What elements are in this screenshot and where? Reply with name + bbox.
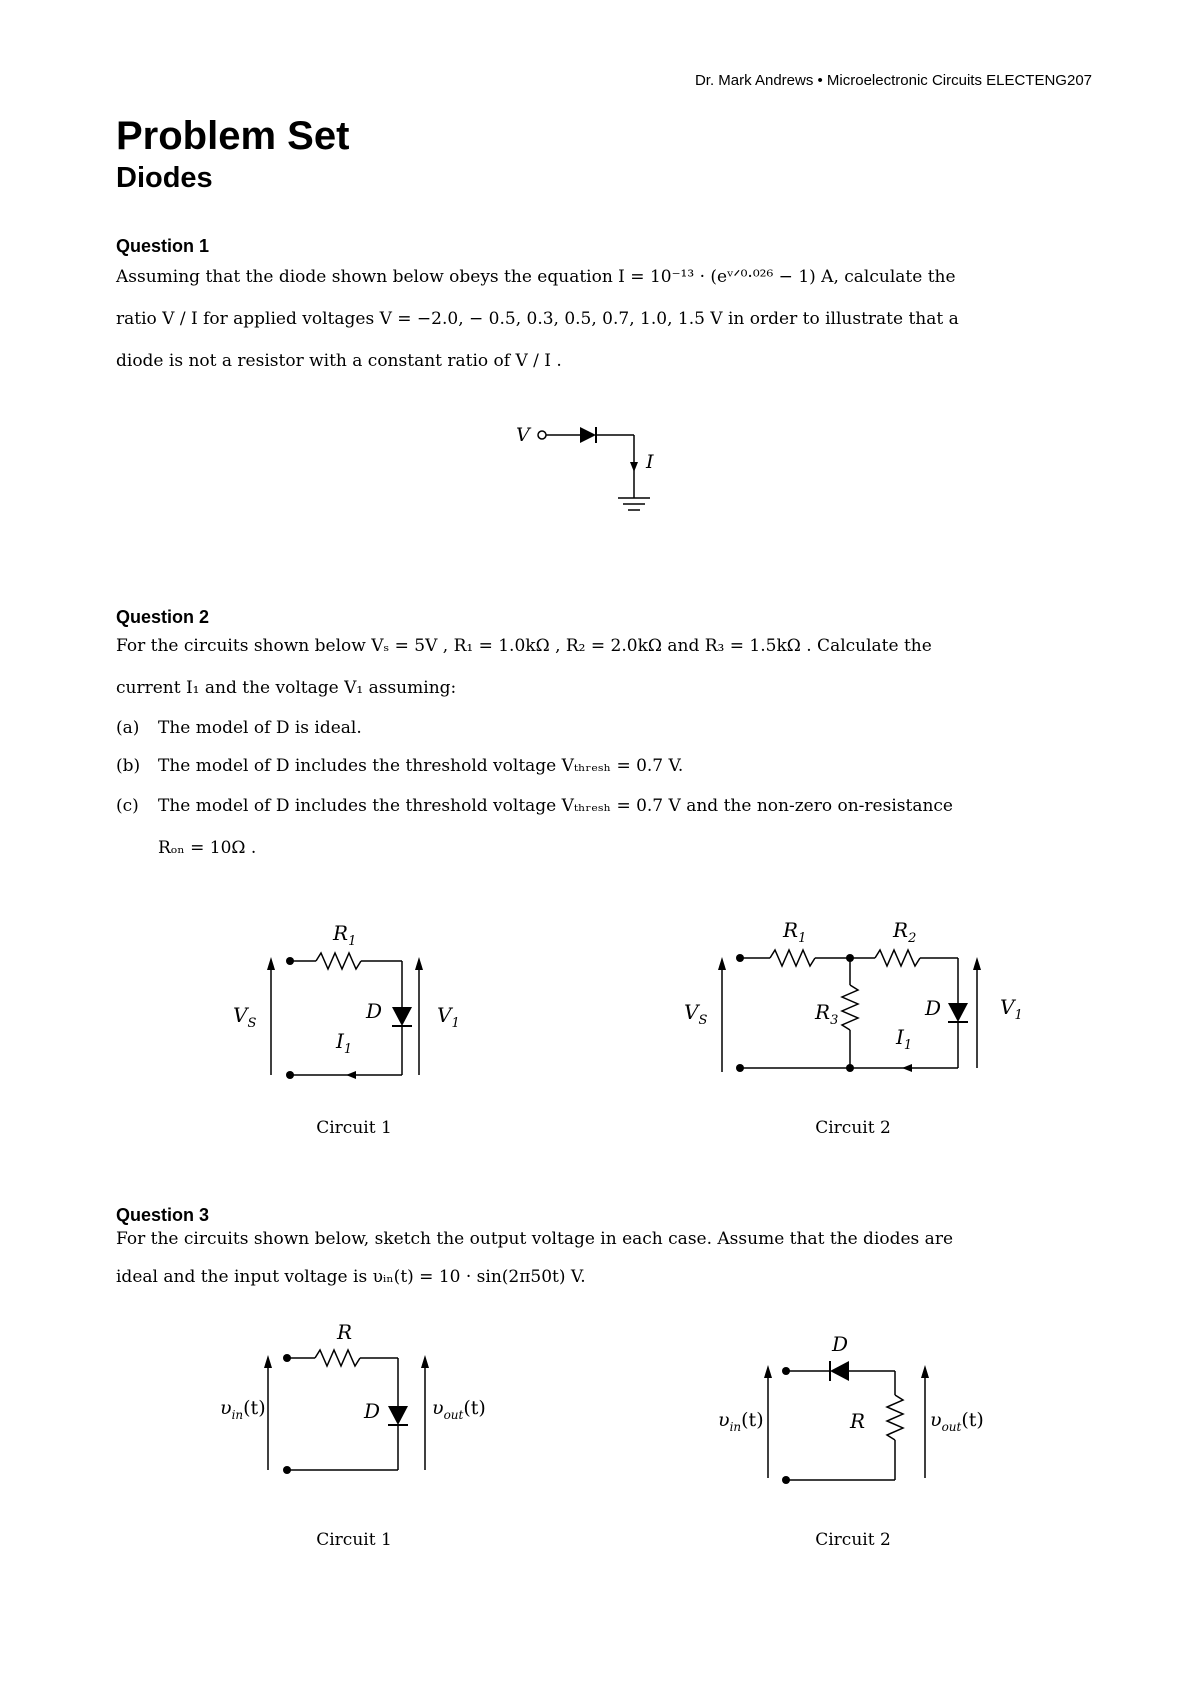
- q3-c1-d-label: D: [364, 1399, 381, 1423]
- q2-line1: For the circuits shown below Vₛ = 5V , R₁ = 1.0kΩ , R₂ = 2.0kΩ and R₃ = 1.5kΩ . Calculate the: [116, 636, 932, 656]
- q2-circuit1-caption: Circuit 1: [316, 1118, 392, 1138]
- page-header: Dr. Mark Andrews • Microelectronic Circuits ELECTENG207: [694, 72, 1092, 89]
- q2-c1-d-label: D: [366, 999, 383, 1023]
- q3-c2-d-label: D: [832, 1332, 849, 1356]
- q3-c2-resistor-icon: [887, 1395, 903, 1440]
- q2-item-c-continued: Rₒₙ = 10Ω .: [158, 838, 257, 858]
- q3-c1-vin-label: υ: [220, 1397, 232, 1419]
- q2-c2-vs-label: V: [684, 1000, 699, 1024]
- q1-line1: Assuming that the diode shown below obeys the equation I = 10⁻¹³ · (eᵛᐟ⁰·⁰²⁶ − 1) A, calculate the: [116, 267, 956, 287]
- q2-c1-vs-label: V: [233, 1003, 248, 1027]
- q2-heading: Question 2: [116, 607, 210, 627]
- svg-text:R3: $R_3$: [815, 1000, 839, 1028]
- q3-circuit2-caption: Circuit 2: [815, 1530, 891, 1550]
- page-subtitle: Diodes: [116, 162, 213, 194]
- q2-c2-r3-label: R: [815, 1000, 831, 1024]
- q3-c2-vin-arrow-icon: [764, 1365, 772, 1378]
- svg-text:υout(t): $\upsilon_{out}(t)$: [432, 1397, 486, 1422]
- q2-item-text: The model of D includes the threshold voltage Vₜₕᵣₑₛₕ = 0.7 V and the non-zero on-resistance: [158, 796, 953, 816]
- q3-circuit1-caption: Circuit 1: [316, 1530, 392, 1550]
- q3-c2-vin-label: υ: [718, 1409, 730, 1431]
- q3-line2: ideal and the input voltage is υᵢₙ(t) = 10 · sin(2π50t) V.: [116, 1267, 586, 1287]
- q2-item-text: The model of D is ideal.: [158, 718, 362, 738]
- q1-line2: ratio V / I for applied voltages V = −2.0, − 0.5, 0.3, 0.5, 0.7, 1.0, 1.5 V in order to illustrate that a: [116, 309, 959, 329]
- svg-text:V1: $V_1$: [1000, 995, 1023, 1023]
- q2-c1-i1-label: I: [336, 1029, 344, 1053]
- q3-c2-vout-arrow-icon: [921, 1365, 929, 1378]
- q3-c2-diode-icon: [830, 1361, 849, 1381]
- q2-item-label: (c): [116, 796, 139, 816]
- svg-text:VS: $V_S$: [684, 1000, 708, 1028]
- q3-c1-r-label: R: [337, 1320, 353, 1344]
- q3-heading: Question 3: [116, 1205, 210, 1225]
- q3-c1-vout-label: υ: [432, 1397, 444, 1419]
- svg-text:I1: $I_1$: [896, 1025, 913, 1053]
- svg-text:R1: $R_1$: [783, 918, 807, 946]
- page-title: Problem Set: [116, 114, 350, 158]
- svg-text:I1: $I_1$: [336, 1029, 353, 1057]
- q2-c1-r1-label: R: [333, 921, 349, 945]
- q2-c2-i1-label: I: [896, 1025, 904, 1049]
- q2-c1-v1-label: V: [437, 1003, 452, 1027]
- svg-text:R2: $R_2$: [893, 918, 917, 946]
- q2-line2: current I₁ and the voltage V₁ assuming:: [116, 678, 457, 698]
- svg-text:υout(t): $\upsilon_{out}(t)$: [930, 1409, 984, 1434]
- svg-text:υin(t): $\upsilon_{in}(t)$: [718, 1409, 764, 1434]
- svg-text:R1: $R_1$: [333, 921, 357, 949]
- q2-c1-vs-sub: S: [247, 1016, 257, 1031]
- q3-line1: For the circuits shown below, sketch the output voltage in each case. Assume that the diodes are: [116, 1229, 954, 1249]
- q2-c2-r2-label: R: [893, 918, 909, 942]
- q1-line3: diode is not a resistor with a constant ratio of V / I .: [116, 351, 562, 371]
- svg-text:υin(t): $\upsilon_{in}(t)$: [220, 1397, 266, 1422]
- q2-c2-d-label: D: [925, 996, 942, 1020]
- q3-c2-vout-label: υ: [930, 1409, 942, 1431]
- q2-c2-v1-label: V: [1000, 995, 1015, 1019]
- q2-item-text: The model of D includes the threshold voltage Vₜₕᵣₑₛₕ = 0.7 V.: [158, 756, 684, 776]
- q2-circuit2-caption: Circuit 2: [815, 1118, 891, 1138]
- q2-c2-r1-label: R: [783, 918, 799, 942]
- q2-item-label: (b): [116, 756, 141, 776]
- q1-heading: Question 1: [116, 236, 210, 256]
- q1-fig-v-label: V: [516, 424, 530, 446]
- q3-c2-r-label: R: [850, 1409, 866, 1433]
- q2-item-label: (a): [116, 718, 140, 738]
- svg-text:V1: $V_1$: [437, 1003, 460, 1031]
- q1-fig-i-label: I: [646, 451, 654, 473]
